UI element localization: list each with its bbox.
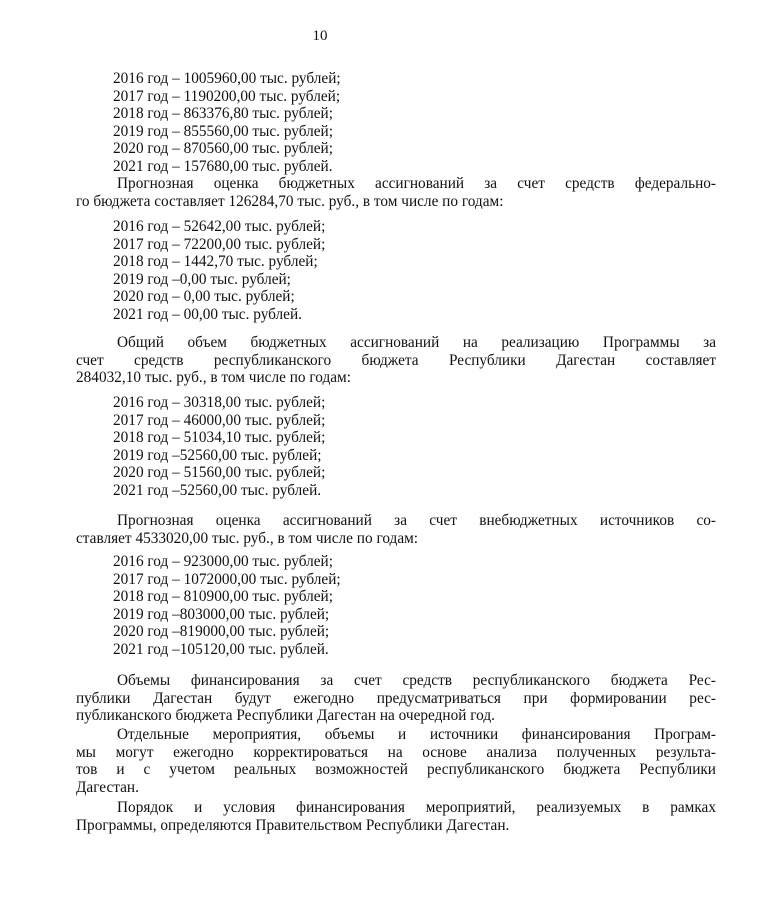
extrabudgetary-paragraph: [0, 512, 766, 547]
paragraph-line: ставляет 4533020,00 тыс. руб., в том числе по годам:: [76, 529, 419, 547]
list-item: 2020 год – 51560,00 тыс. рублей;: [113, 464, 326, 481]
paragraph-line: тов и с учетом реальных возможностей республиканского бюджета Республики: [76, 761, 716, 778]
paragraph-line: публиканского бюджета Республики Дагестан на очередной год.: [76, 707, 495, 724]
republican-by-year-list: [0, 394, 753, 499]
paragraph-line: 284032,10 тыс. руб., в том числе по годам:: [76, 369, 351, 386]
list-item: 2021 год –52560,00 тыс. рублей.: [113, 481, 322, 499]
list-item: 2019 год –803000,00 тыс. рублей;: [113, 605, 330, 623]
list-item: 2017 год – 1190200,00 тыс. рублей;: [113, 87, 341, 105]
paragraph-line: мы могут ежегодно корректироваться на основе анализа полученных результа-: [76, 743, 716, 761]
page-number: 10: [312, 28, 328, 44]
financing-volumes-paragraph: [0, 672, 766, 725]
list-item: 2020 год – 870560,00 тыс. рублей;: [113, 140, 333, 157]
paragraph-line: публики Дагестан будут ежегодно предусматриваться при формировании рес-: [76, 689, 716, 707]
paragraph-line: го бюджета составляет 126284,70 тыс. руб., в том числе по годам:: [76, 192, 504, 210]
list-item: 2016 год – 30318,00 тыс. рублей;: [113, 394, 326, 411]
list-item: 2019 год – 855560,00 тыс. рублей;: [113, 122, 333, 140]
paragraph-line: Общий объем бюджетных ассигнований на реализацию Программы за: [117, 334, 716, 351]
list-item: 2017 год – 1072000,00 тыс. рублей;: [113, 570, 341, 588]
paragraph-line: Отдельные мероприятия, объемы и источники финансирования Програм-: [117, 726, 716, 743]
extrabudgetary-by-year-list: [0, 553, 753, 658]
paragraph-line: Прогнозная оценка бюджетных ассигнований за счет средств федерально-: [117, 175, 716, 192]
list-item: 2021 год –105120,00 тыс. рублей.: [113, 640, 329, 658]
procedure-paragraph: [0, 799, 766, 834]
paragraph-line: Порядок и условия финансирования мероприятий, реализуемых в рамках: [117, 799, 716, 816]
list-item: 2021 год – 00,00 тыс. рублей.: [113, 305, 302, 323]
paragraph-line: Дагестан.: [76, 778, 139, 796]
paragraph-line: Прогнозная оценка ассигнований за счет внебюджетных источников со-: [117, 512, 716, 529]
total-by-year-list: [0, 70, 753, 175]
paragraph-line: счет средств республиканского бюджета Республики Дагестан составляет: [76, 351, 716, 369]
list-item: 2018 год – 863376,80 тыс. рублей;: [113, 105, 333, 122]
list-item: 2019 год –0,00 тыс. рублей;: [113, 270, 291, 288]
list-item: 2020 год –819000,00 тыс. рублей;: [113, 623, 330, 640]
list-item: 2018 год – 810900,00 тыс. рублей;: [113, 588, 333, 605]
republican-budget-paragraph: [0, 334, 766, 387]
paragraph-line: Объемы финансирования за счет средств республиканского бюджета Рес-: [117, 672, 716, 689]
list-item: 2018 год – 51034,10 тыс. рублей;: [113, 429, 326, 446]
list-item: 2016 год – 923000,00 тыс. рублей;: [113, 553, 333, 570]
adjustments-paragraph: [0, 726, 766, 796]
list-item: 2018 год – 1442,70 тыс. рублей;: [113, 253, 318, 270]
federal-budget-paragraph: [0, 175, 766, 210]
federal-by-year-list: [0, 218, 753, 323]
list-item: 2016 год – 52642,00 тыс. рублей;: [113, 218, 326, 235]
list-item: 2017 год – 46000,00 тыс. рублей;: [113, 411, 326, 429]
list-item: 2019 год –52560,00 тыс. рублей;: [113, 446, 322, 464]
paragraph-line: Программы, определяются Правительством Республики Дагестан.: [76, 816, 510, 834]
list-item: 2017 год – 72200,00 тыс. рублей;: [113, 235, 326, 253]
list-item: 2020 год – 0,00 тыс. рублей;: [113, 288, 295, 305]
list-item: 2021 год – 157680,00 тыс. рублей.: [113, 157, 333, 175]
list-item: 2016 год – 1005960,00 тыс. рублей;: [113, 70, 341, 87]
